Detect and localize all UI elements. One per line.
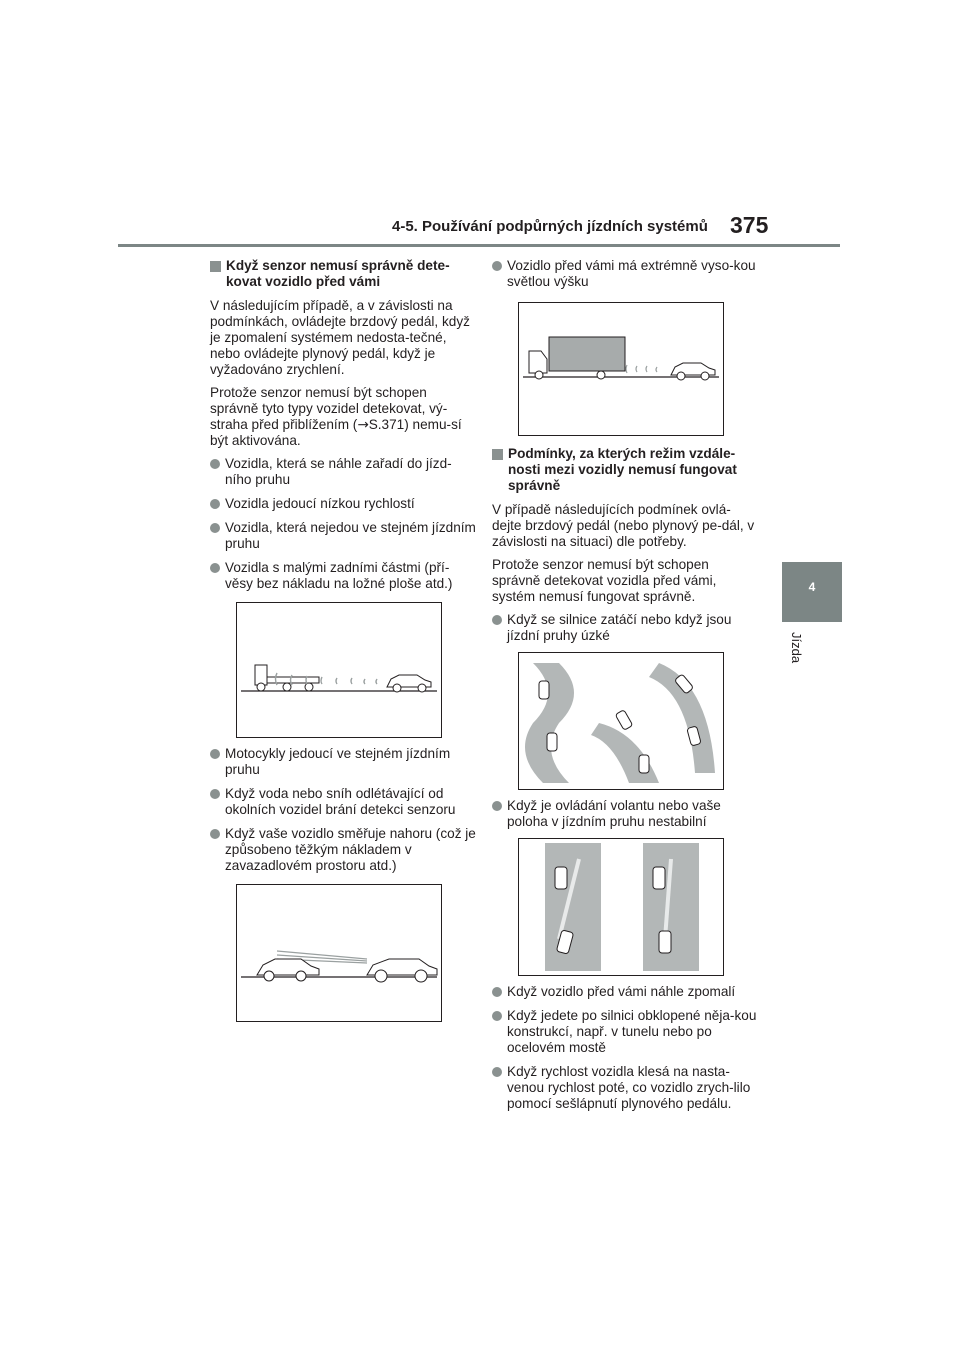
bullet-item: Motocykly jedoucí ve stejném jízdním pruhu: [210, 746, 476, 778]
round-bullet-icon: [210, 789, 220, 799]
bullet-item: Když se silnice zatáčí nebo když jsou jízdní pruhy úzké: [492, 612, 758, 644]
round-bullet-icon: [492, 1067, 502, 1077]
curved-roads-illustration: [519, 653, 723, 789]
chapter-number: 4: [808, 580, 816, 594]
page-header: [0, 0, 960, 260]
bullet-item: Když rychlost vozidla klesá na nasta-venou rychlost poté, co vozidlo zrych-lilo pomocí sešlápnutí plynového pedálu.: [492, 1064, 758, 1112]
left-column: [210, 258, 476, 1030]
round-bullet-icon: [210, 749, 220, 759]
bullet-item: Vozidlo před vámi má extrémně vyso-kou světlou výšku: [492, 258, 758, 290]
chapter-label-wrap: [788, 632, 808, 682]
bullet-item: Vozidla s malými zadními částmi (pří-věsy bez nákladu na ložné ploše atd.): [210, 560, 476, 592]
bullet-item: Když voda nebo sníh odlétávající od okolních vozidel brání detekci senzoru: [210, 786, 476, 818]
chapter-tab[interactable]: [782, 562, 842, 622]
bullet-item: Vozidla, která se náhle zařadí do jízd-ního pruhu: [210, 456, 476, 488]
illustration-vehicle-pointing-up: [236, 884, 442, 1022]
paragraph: [210, 385, 476, 449]
section-heading: [210, 258, 476, 290]
round-bullet-icon: [210, 523, 220, 533]
paragraph: Protože senzor nemusí být schopen správně detekovat vozidla před vámi, systém nemusí fungovat správně.: [492, 557, 717, 604]
arrow-icon: →: [357, 417, 369, 433]
bullet-item: Vozidla, která nejedou ve stejném jízdním pruhu: [210, 520, 476, 552]
round-bullet-icon: [210, 829, 220, 839]
heading-text: Když senzor nemusí správně dete-kovat vozidlo před vámi: [226, 258, 450, 289]
round-bullet-icon: [492, 801, 502, 811]
trailer-car-illustration: [237, 603, 441, 737]
illustration-curved-road: [518, 652, 724, 790]
bullet-item: Když vozidlo před vámi náhle zpomalí: [492, 984, 758, 1000]
section-title: 4-5. Používání podpůrných jízdních systémů: [392, 218, 708, 235]
right-column: [492, 258, 758, 1120]
round-bullet-icon: [492, 261, 502, 271]
illustration-trailer: [236, 602, 442, 738]
lane-wander-illustration: [519, 839, 723, 975]
chapter-label: Jízda: [789, 632, 804, 664]
car-pitch-up-illustration: [237, 885, 441, 1021]
paragraph-text: Protože senzor nemusí být schopen správně tyto typy vozidel detekovat, vý-straha před přiblížením (: [210, 385, 448, 432]
bullet-item: Když vaše vozidlo směřuje nahoru (což je způsobeno těžkým nákladem v zavazadlovém prostoru atd.): [210, 826, 476, 874]
header-rule: [118, 244, 840, 247]
round-bullet-icon: [210, 563, 220, 573]
page-number: 375: [730, 212, 769, 238]
truck-car-illustration: [519, 303, 723, 435]
paragraph: V následujícím případě, a v závislosti na podmínkách, ovládejte brzdový pedál, když je zpomalení systémem nedosta-tečné, nebo ovládejte plynový pedál, když je vyžadováno zrychlení.: [210, 298, 470, 377]
bullet-item: Když jedete po silnici obklopené něja-kou konstrukcí, např. v tunelu nebo po ocelovém mostě: [492, 1008, 758, 1056]
section-heading: [492, 446, 758, 494]
bullet-item: Když je ovládání volantu nebo vaše poloha v jízdním pruhu nestabilní: [492, 798, 758, 830]
square-bullet-icon: [492, 449, 503, 460]
page-reference-link[interactable]: S.371) nemu-sí být aktivována.: [210, 417, 462, 448]
round-bullet-icon: [492, 1011, 502, 1021]
round-bullet-icon: [492, 987, 502, 997]
round-bullet-icon: [210, 499, 220, 509]
bullet-item: Vozidla jedoucí nízkou rychlostí: [210, 496, 476, 512]
heading-text: Podmínky, za kterých režim vzdále-nosti mezi vozidly nemusí fungovat správně: [508, 446, 737, 493]
illustration-high-clearance: [518, 302, 724, 436]
round-bullet-icon: [210, 459, 220, 469]
square-bullet-icon: [210, 261, 221, 272]
paragraph: V případě následujících podmínek ovlá-dejte brzdový pedál (nebo plynový pe-dál, v závislosti na situaci) dle potřeby.: [492, 502, 755, 549]
illustration-unstable-steering: [518, 838, 724, 976]
round-bullet-icon: [492, 615, 502, 625]
